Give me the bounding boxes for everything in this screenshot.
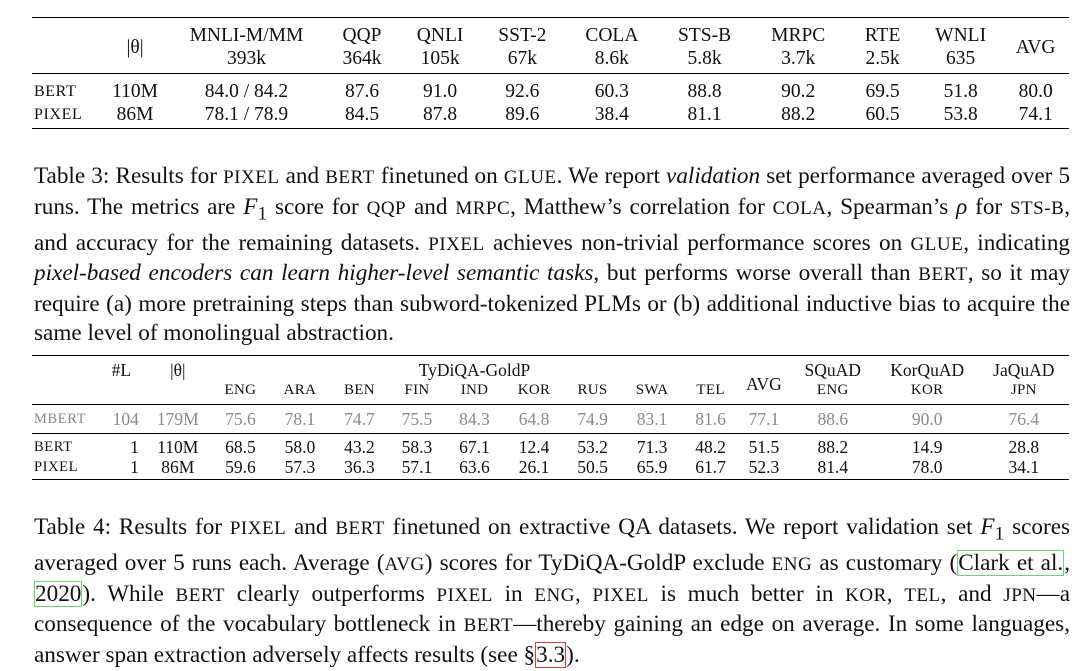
table-cell: 60.3 bbox=[565, 74, 659, 104]
table-cell: 34.1 bbox=[979, 457, 1069, 480]
table-3-header-stsb: STS-B 5.8k bbox=[659, 18, 751, 74]
table-4-header-params: |θ| bbox=[145, 356, 211, 381]
table-3-header-wnli: WNLI 635 bbox=[919, 18, 1002, 74]
table-4-header-row-sub bbox=[32, 380, 1069, 405]
table-cell: 74.9 bbox=[564, 405, 621, 434]
table-cell: 88.2 bbox=[790, 434, 876, 458]
table-cell: 51.5 bbox=[738, 434, 789, 458]
model-name: PIXEL bbox=[32, 103, 101, 129]
table-cell: 50.5 bbox=[564, 457, 621, 480]
table-cell: 60.5 bbox=[846, 103, 919, 129]
table-cell: 91.0 bbox=[401, 74, 480, 104]
table-4-row bbox=[32, 434, 1069, 458]
citation-link[interactable]: Clark et al. bbox=[958, 550, 1064, 577]
table-cell: 14.9 bbox=[876, 434, 979, 458]
param-count: 179M bbox=[145, 405, 211, 434]
table-cell: 38.4 bbox=[565, 103, 659, 129]
table-4-sub-avg: AVG bbox=[746, 374, 782, 394]
table-cell: 87.6 bbox=[323, 74, 400, 104]
table-3-header-mnli: MNLI-M/MM 393k bbox=[169, 18, 323, 74]
table-cell: 71.3 bbox=[621, 434, 683, 458]
table-cell: 88.8 bbox=[659, 74, 751, 104]
table-4-sub-empty-2 bbox=[98, 380, 145, 405]
layer-count: 1 bbox=[98, 457, 145, 480]
table-cell: 52.3 bbox=[738, 457, 789, 480]
table-cell: 90.2 bbox=[750, 74, 846, 104]
table-4-header-jaquad: JaQuAD bbox=[979, 356, 1069, 381]
table-3 bbox=[32, 17, 1069, 129]
model-name: MBERT bbox=[32, 405, 98, 434]
table-4-header-row-top bbox=[32, 356, 1069, 381]
table-3-header-cola: COLA 8.6k bbox=[565, 18, 659, 74]
table-4-header-korquad: KorQuAD bbox=[876, 356, 979, 381]
table-cell: 83.1 bbox=[621, 405, 683, 434]
table-4-sub-fin: FIN bbox=[404, 382, 430, 398]
table-4-sub-jaquad-jpn: JPN bbox=[1010, 382, 1037, 398]
model-name: BERT bbox=[32, 434, 98, 458]
table-3-header-model bbox=[32, 18, 101, 74]
table-cell: 75.6 bbox=[211, 405, 271, 434]
table-4-sub-ind: IND bbox=[460, 382, 489, 398]
table-cell: 43.2 bbox=[330, 434, 390, 458]
table-cell: 81.1 bbox=[659, 103, 751, 129]
table-cell: 26.1 bbox=[504, 457, 564, 480]
table-cell: 28.8 bbox=[979, 434, 1069, 458]
param-count: 110M bbox=[145, 434, 211, 458]
table-4-sub-empty-3 bbox=[145, 380, 211, 405]
table-cell: 92.6 bbox=[480, 74, 565, 104]
table-4-sub-rus: RUS bbox=[577, 382, 608, 398]
table-cell: 58.0 bbox=[270, 434, 330, 458]
table-cell: 63.6 bbox=[445, 457, 505, 480]
table-cell: 53.8 bbox=[919, 103, 1002, 129]
table-3-header-qnli: QNLI 105k bbox=[401, 18, 480, 74]
table-4-sub-tel: TEL bbox=[696, 382, 725, 398]
table-cell: 61.7 bbox=[683, 457, 738, 480]
table-3-caption: Table 3: Results for PIXEL and BERT finetuned on GLUE. We report validation set performance averaged over 5 runs. The metrics are $F_1$ score for QQP and MRPC, Matthew’s correlation for COLA, Spearman’s ρ for STS-B, and accuracy for the remaining datasets. PIXEL achieves non-trivial performance scores on GLUE, indicating pixel-based encoders can learn higher-level semantic tasks, but performs worse overall than BERT, so it may require (a) more pretraining steps than subword-tokenized PLMs or (b) additional inductive bias to acquire the same level of monolingual abstraction. bbox=[34, 163, 1071, 346]
table-4-sub-empty-1 bbox=[32, 380, 98, 405]
table-cell: 88.6 bbox=[790, 405, 876, 434]
table-4-header-tydiqa: TyDiQA-GoldP bbox=[211, 356, 739, 381]
section-ref-link[interactable]: 3.3 bbox=[536, 642, 566, 669]
table-cell: 81.4 bbox=[790, 457, 876, 480]
layer-count: 1 bbox=[98, 434, 145, 458]
table-cell: 57.1 bbox=[389, 457, 444, 480]
table-3-header-rte: RTE 2.5k bbox=[846, 18, 919, 74]
table-3-header-sst2: SST-2 67k bbox=[480, 18, 565, 74]
table-cell: 77.1 bbox=[738, 405, 789, 434]
table-cell: 74.1 bbox=[1002, 103, 1069, 129]
table-cell: 76.4 bbox=[979, 405, 1069, 434]
table-cell: 81.6 bbox=[683, 405, 738, 434]
table-4-sub-ara: ARA bbox=[283, 382, 317, 398]
table-4-header-model bbox=[32, 356, 98, 381]
table-cell: 57.3 bbox=[270, 457, 330, 480]
table-cell: 67.1 bbox=[445, 434, 505, 458]
table-cell: 84.3 bbox=[445, 405, 505, 434]
table-3-header-qqp: QQP 364k bbox=[323, 18, 400, 74]
table-3-row bbox=[32, 103, 1069, 129]
table-cell: 90.0 bbox=[876, 405, 979, 434]
table-cell: 68.5 bbox=[211, 434, 271, 458]
table-4-sub-kor: KOR bbox=[517, 382, 551, 398]
layer-count: 104 bbox=[98, 405, 145, 434]
table-cell: 78.0 bbox=[876, 457, 979, 480]
param-count: 86M bbox=[101, 103, 170, 129]
table-cell: 12.4 bbox=[504, 434, 564, 458]
table-cell: 48.2 bbox=[683, 434, 738, 458]
model-name: BERT bbox=[32, 74, 101, 104]
table-3-header-avg: AVG bbox=[1002, 18, 1069, 74]
table-cell: 87.8 bbox=[401, 103, 480, 129]
table-4-header-squad: SQuAD bbox=[790, 356, 876, 381]
table-cell: 84.5 bbox=[323, 103, 400, 129]
table-4-row bbox=[32, 405, 1069, 434]
table-4-sub-swa: SWA bbox=[635, 382, 669, 398]
table-cell: 80.0 bbox=[1002, 74, 1069, 104]
table-cell: 75.5 bbox=[389, 405, 444, 434]
table-4-body bbox=[32, 405, 1069, 480]
table-cell: 36.3 bbox=[330, 457, 390, 480]
table-4-sub-korquad-kor: KOR bbox=[910, 382, 944, 398]
table-cell: 78.1 / 78.9 bbox=[169, 103, 323, 129]
table-cell: 65.9 bbox=[621, 457, 683, 480]
table-3-header-params: |θ| bbox=[101, 18, 170, 74]
model-name: PIXEL bbox=[32, 457, 98, 480]
table-3-row bbox=[32, 74, 1069, 104]
table-cell: 64.8 bbox=[504, 405, 564, 434]
table-cell: 84.0 / 84.2 bbox=[169, 74, 323, 104]
table-4-sub-ben: BEN bbox=[344, 382, 375, 398]
table-4 bbox=[32, 355, 1069, 480]
table-4-header-layers: #L bbox=[98, 356, 145, 381]
table-cell: 51.8 bbox=[919, 74, 1002, 104]
citation-year-link[interactable]: 2020 bbox=[35, 580, 82, 607]
table-cell: 69.5 bbox=[846, 74, 919, 104]
table-cell: 59.6 bbox=[211, 457, 271, 480]
table-3-body bbox=[32, 74, 1069, 129]
table-3-header-row bbox=[32, 18, 1069, 74]
table-4-row bbox=[32, 457, 1069, 480]
table-4-sub-eng: ENG bbox=[224, 382, 257, 398]
param-count: 86M bbox=[145, 457, 211, 480]
table-cell: 88.2 bbox=[750, 103, 846, 129]
table-4-caption: Table 4: Results for PIXEL and BERT finetuned on extractive QA datasets. We report validation set $F_1$ scores averaged over 5 runs each. Average (AVG) scores for TyDiQA-GoldP exclude ENG as customary (Clark et al., 2020). While BERT clearly outperforms PIXEL in ENG, PIXEL is much better in KOR, TEL, and JPN—a consequence of the vocabulary bottleneck in BERT—thereby gaining an edge on average. In some languages, answer span extraction adversely affects results (see §3.3). bbox=[34, 514, 1071, 669]
table-cell: 58.3 bbox=[389, 434, 444, 458]
param-count: 110M bbox=[101, 74, 170, 104]
table-cell: 89.6 bbox=[480, 103, 565, 129]
table-cell: 78.1 bbox=[270, 405, 330, 434]
table-4-sub-squad-eng: ENG bbox=[816, 382, 849, 398]
table-3-header-mrpc: MRPC 3.7k bbox=[750, 18, 846, 74]
table-cell: 53.2 bbox=[564, 434, 621, 458]
table-cell: 74.7 bbox=[330, 405, 390, 434]
